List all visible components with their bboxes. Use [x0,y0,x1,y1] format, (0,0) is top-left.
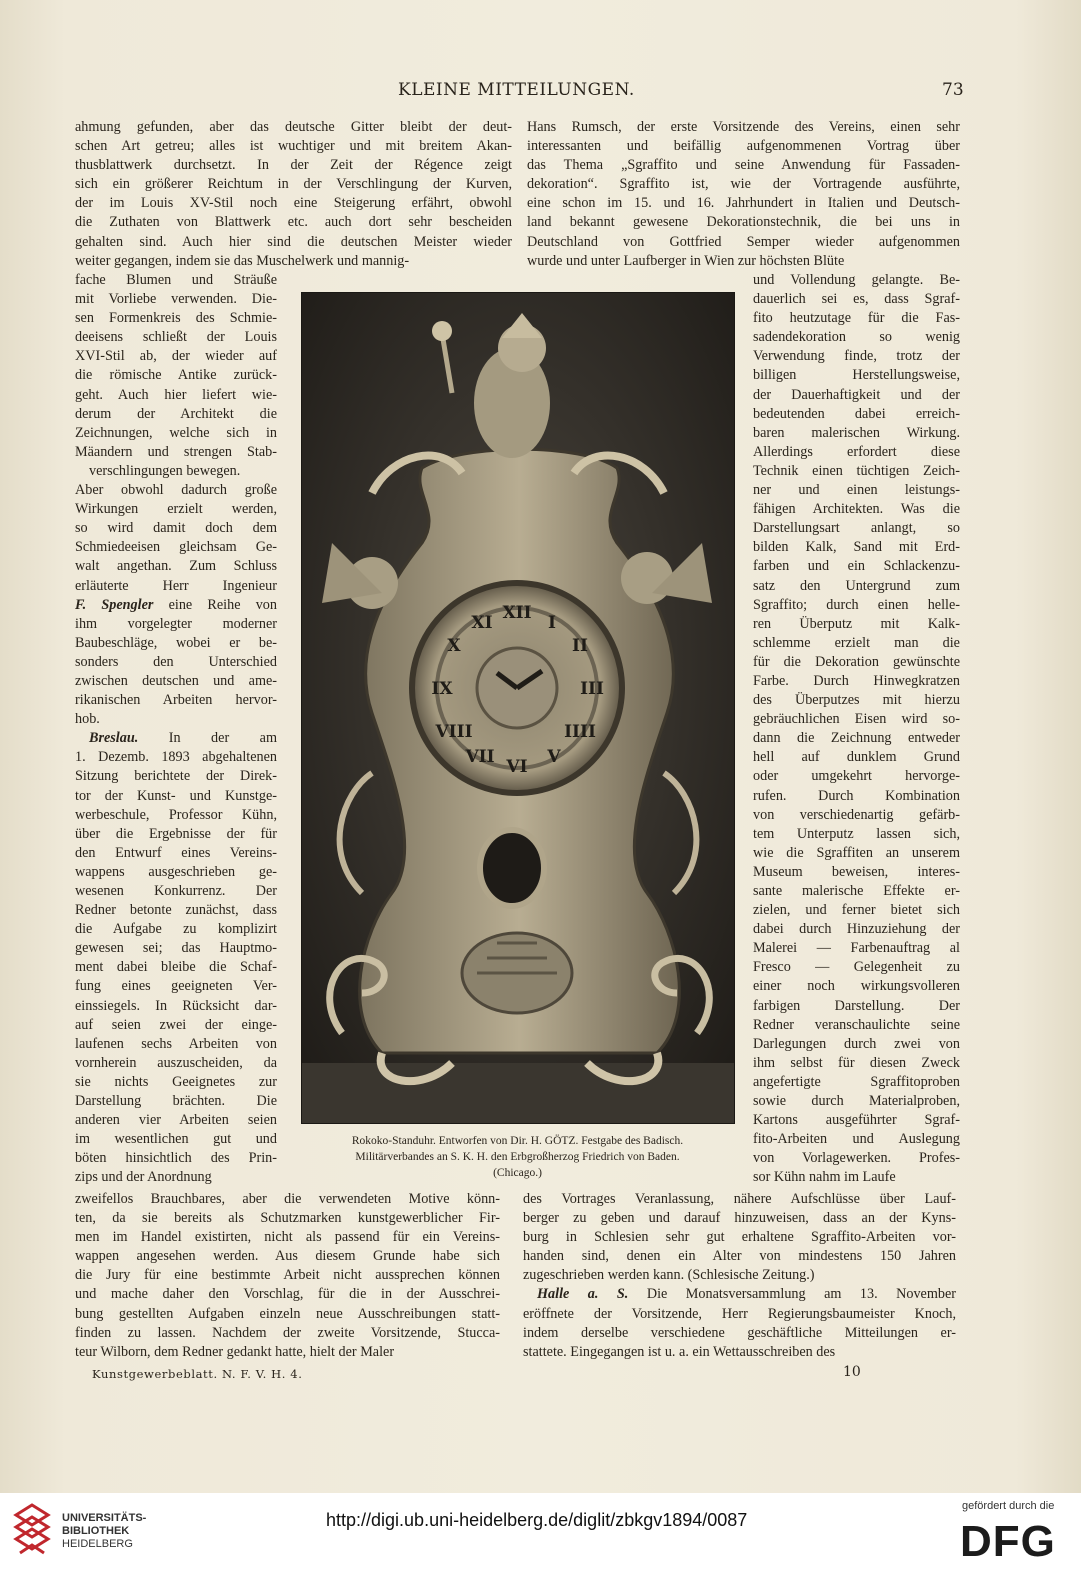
text-line: mit Vorliebe verwenden. Die- [75,291,277,308]
text-line: ahmung gefunden, aber das deutsche Gitter bleibt der deut- [75,119,512,135]
text-line: die Aufgabe zu komplizirt [75,921,277,938]
text-line: Aber obwohl dadurch große [75,482,277,499]
column-top-left [75,118,512,271]
column-left-narrow [75,271,277,1188]
text-line: sor Kühn nahm im Laufe [753,1169,896,1186]
text-line: bilden Kalk, Sand mit Erd- [753,539,960,556]
text-line: hell auf dunklem Grund [753,749,960,766]
text-line: Museum beweisen, interes- [753,863,960,880]
text-line: stattete. Eingegangen ist u. a. ein Wettausschreiben des [523,1343,836,1360]
svg-text:X: X [447,636,461,656]
text-line: zielen, und ferner bietet sich [753,902,960,919]
text-line: fähigen Architekten. Was die [753,501,960,518]
text-line: hob. [75,711,100,728]
funded-by-label: gefördert durch die [962,1500,1055,1512]
text-line: derum der Architekt die [75,405,277,422]
svg-text:XII: XII [502,603,532,623]
page-number: 73 [942,80,964,100]
text-line: Schmiedeeisen gleichsam Ge- [75,539,277,556]
text-line: einssiegels. In Rücksicht dar- [75,997,277,1014]
text-line: Technik einen tüchtigen Zeich- [753,462,960,479]
text-line: rikanischen Arbeiten hervor- [75,692,277,709]
text-line: tem Unterputz lassen sich, [753,825,960,842]
text-line: Darstellung brächten. Die [75,1093,277,1110]
svg-text:V: V [547,747,561,767]
text-line: sonders den Unterschied [75,653,277,670]
journal-signature: Kunstgewerbeblatt. N. F. V. H. 4. [92,1367,303,1381]
text-line: billigen Herstellungsweise, [753,367,960,384]
column-bottom-left [75,1190,500,1362]
text-line: wesenen Konkurrenz. Der [75,883,277,899]
text-line: geht. Auch hier liefert wie- [75,386,277,403]
text-line: und mache daher den Vorschlag, für die in der Ausschrei- [75,1286,500,1303]
text-line: zwischen deutschen und ame- [75,672,277,689]
text-line: gewesen sei; das Hauptmo- [75,940,277,957]
svg-text:IX: IX [431,679,453,699]
text-line: sante malerische Effekte er- [753,883,960,899]
caption-line-1: Rokoko-Standuhr. Entworfen von Dir. H. GÖTZ. Festgabe des Badisch. [351,1135,684,1147]
permalink-url[interactable]: http://digi.ub.uni-heidelberg.de/diglit/zbkgv1894/0087 [326,1510,748,1530]
text-line: schlemme erzielt man die [753,634,960,651]
text-line: eine schon im 15. und 16. Jahrhundert in Italien und Deutsch- [527,195,960,212]
text-line: werbeschule, Professor Kühn, [75,806,277,823]
text-line: so wird damit doch dem [75,520,277,537]
text-line: Sgraffito; durch einen helle- [753,596,960,613]
text-line: vornherein auszuscheiden, da [75,1054,277,1071]
text-line: XVI-Stil ab, der wieder auf [75,348,277,365]
text-line: Darstellungsart anlangt, so [753,520,960,537]
text-line: farben und ein Schlackenzu- [753,558,960,575]
text-line: laufenen sechs Arbeiten von [75,1035,277,1052]
rococo-clock-photograph [301,292,735,1124]
text-line: eröffnete der Vorsitzende, Herr Regierungsbaumeister Knoch, [523,1305,956,1322]
text-line: Kartons ausgeführter Sgraf- [753,1112,960,1129]
text-line: gebräuchlichen Eisen wird so- [753,711,960,728]
text-line: das Thema „Sgraffito und seine Anwendung für Fassaden- [527,157,960,174]
text-line: Darlegungen durch zwei von [753,1035,960,1052]
text-line: bedeutenden dabei erreich- [753,405,960,422]
svg-text:VIII: VIII [435,722,473,742]
text-line: oder umgekehrt hervorge- [753,768,960,785]
text-line: Wirkungen erzielt werden, [75,501,277,518]
text-line: die Jury für eine bestimmte Arbeit nicht aussprechen können [75,1267,500,1284]
text-line: einer noch wirkungsvolleren [753,978,960,995]
text-line: bung gestellten Aufgaben einzeln neue Ausschreibungen statt- [75,1305,500,1322]
text-line: gehalten sind. Auch hier sind die deutschen Meister wieder [75,233,512,250]
svg-text:VI: VI [506,757,528,777]
text-line: Allerdings erfordert diese [753,443,960,460]
text-line: die römische Antike zurück- [75,367,277,384]
text-line: burg in Schlesien sehr gut erhaltene Sgraffito-Arbeiten vor- [523,1229,956,1246]
text-line: zips und der Anordnung [75,1169,212,1186]
svg-text:XI: XI [471,613,493,633]
figure-caption [290,1133,745,1181]
text-line: 1. Dezemb. 1893 abgehaltenen [75,749,277,766]
text-line: der Dauerhaftigkeit und der [753,386,960,403]
ub-heidelberg-logo-icon[interactable] [12,1501,52,1559]
text-line: handen sind, denen ein Alter von mindestens 150 Jahren [523,1248,956,1265]
text-line: Redner veranschaulichte seine [753,1016,960,1033]
text-line: walt angethan. Zum Schluss [75,558,277,575]
text-line: berger zu geben und darauf hinzuweisen, dass an der Kyns- [523,1210,956,1227]
text-line: fache Blumen und Sträuße [75,272,277,288]
library-name-line-2: BIBLIOTHEK [62,1525,130,1537]
text-line: wappen angesehen werden. Aus diesem Grunde habe sich [75,1248,500,1265]
text-line: sen Formenkreis des Schmie- [75,310,277,327]
text-line: Baubeschläge, wobei er be- [75,634,277,651]
text-line: Zeichnungen, welche sich in [75,424,277,441]
text-line: und Vollendung gelangte. Be- [753,272,960,288]
text-line: Hans Rumsch, der erste Vorsitzende des Vereins, einen sehr [527,119,960,135]
svg-text:VII: VII [465,747,495,767]
text-line: auf seien zwei der einge- [75,1016,277,1033]
text-line: rufen. Durch Kombination [753,787,960,804]
text-line: sowie durch Materialproben, [753,1093,960,1110]
text-line: sich ein größerer Reichtum in der Verschlingung der Kurven, [75,176,512,193]
text-line: Verwendung finde, trotz der [753,348,960,365]
text-line: satz den Untergrund zum [753,577,960,594]
svg-text:II: II [572,636,588,656]
library-name-line-1: UNIVERSITÄTS- [62,1512,147,1524]
text-line: der im Louis XV-Stil noch eine Steigerung erfährt, obwohl [75,195,512,212]
column-top-right [527,118,960,271]
caption-line-2: Militärverbandes an S. K. H. den Erbgroßherzog Friedrich von Baden. [355,1151,680,1163]
text-line: Mäandern und strengen Stab- [75,443,277,460]
text-line: F. Spengler eine Reihe von [75,596,277,613]
text-line: Sitzung berichtete der Direk- [75,768,277,785]
svg-text:IIII: IIII [564,722,596,742]
text-line: interessanten und beifällig aufgenommenen Vortrag über [527,138,960,155]
text-line: wurde und unter Laufberger in Wien zur höchsten Blüte [527,252,845,269]
text-line: ten, da sie bereits als Schutzmarken kunstgewerblicher Fir- [75,1210,500,1227]
text-line: Breslau. In der am [89,730,277,747]
text-line: finden zu lassen. Nachdem der zweite Vorsitzende, Stucca- [75,1324,500,1341]
text-line: land bekannt gewesene Dekorationstechnik, die bei uns in [527,214,960,231]
text-line: ner und einen leistungs- [753,482,960,499]
text-line: zugeschrieben werden kann. (Schlesische Zeitung.) [523,1267,815,1284]
library-name[interactable] [62,1512,146,1551]
text-line: Farbe. Durch Hinwegkratzen [753,672,960,689]
text-line: ment dabei bleibe die Schaf- [75,959,277,976]
text-line: dabei durch Hinzuziehung der [753,921,960,938]
text-line: dauerlich sei es, dass Sgraf- [753,291,960,308]
caption-line-3: (Chicago.) [493,1167,542,1179]
text-line: wappens ausgeschrieben ge- [75,863,277,880]
text-line: Halle a. S. Die Monatsversammlung am 13. November [537,1286,956,1303]
svg-text:I: I [548,613,556,633]
text-line: weiter gegangen, indem sie das Muschelwerk und mannig- [75,252,410,269]
text-line: ren Überputz mit Kalk- [753,615,960,632]
text-line: sie nichts Geeignetes zur [75,1073,277,1090]
text-line: fito heutzutage für die Fas- [753,310,960,327]
text-line: des Überputzes mit hierzu [753,692,960,709]
text-line: Malerei — Farbenauftrag al [753,940,960,957]
viewer-footer-bar [0,1493,1081,1573]
text-line: Fresco — Gelegenheit zu [753,959,960,976]
text-line: des Vortrages Veranlassung, nähere Aufschlüsse über Lauf- [523,1191,956,1207]
text-line: wie die Sgraffiten an unserem [753,844,960,861]
svg-text:III: III [580,679,604,699]
text-line: anderen vier Arbeiten seien [75,1112,277,1129]
text-line: böten hinsichtlich des Prin- [75,1150,277,1167]
running-head: KLEINE MITTEILUNGEN. [398,80,635,100]
text-line: über die Ergebnisse der für [75,825,277,842]
text-line: Redner betonte zunächst, dass [75,902,277,919]
text-line: verschlingungen bewegen. [89,462,241,479]
text-line: fung eines geeigneten Ver- [75,978,277,995]
text-line: schen Art getreu; alles ist wuchtiger und mit breitem Akan- [75,138,512,155]
dfg-logo[interactable]: DFG [960,1517,1056,1566]
column-right-narrow [753,271,960,1188]
text-line: von verschiedenartig gefärb- [753,806,960,823]
text-line: den Entwurf eines Vereins- [75,844,277,861]
text-line: Deutschland von Gottfried Semper wieder aufgenommen [527,233,960,250]
text-line: zweifellos Brauchbares, aber die verwendeten Motive könn- [75,1191,500,1207]
text-line: men im Handel existirten, nicht als passend für ein Vereins- [75,1229,500,1246]
text-line: die Zuthaten von Blattwerk etc. auch dort sehr bescheiden [75,214,512,231]
text-line: baren malerischen Wirkung. [753,424,960,441]
text-line: deeisens schließt der Louis [75,329,277,346]
text-line: farbigen Darstellung. Der [753,997,960,1014]
text-line: angefertigte Sgraffitoproben [753,1073,960,1090]
column-bottom-right [523,1190,956,1362]
text-line: sadendekoration so wenig [753,329,960,346]
text-line: tor der Kunst- und Kunstge- [75,787,277,804]
text-line: indem derselbe verschiedene geschäftliche Mitteilungen er- [523,1324,956,1341]
library-name-line-3: HEIDELBERG [62,1538,133,1550]
text-line: von Vorlagewerken. Profes- [753,1150,960,1167]
text-line: im wesentlichen gut und [75,1131,277,1148]
text-line: dekoration“. Sgraffito ist, wie der Vortragende ausführte, [527,176,960,193]
text-line: ihm selbst für diesen Zweck [753,1054,960,1071]
text-line: thusblattwerk durchsetzt. In der Zeit der Régence zeigt [75,157,512,174]
text-line: ihm vorgelegter moderner [75,615,277,632]
text-line: dann die Zeichnung entweder [753,730,960,747]
text-line: erläuterte Herr Ingenieur [75,577,277,594]
text-line: fito-Arbeiten und Auslegung [753,1131,960,1148]
text-line: für die Dekoration gewünschte [753,653,960,670]
text-line: teur Wilborn, dem Redner gedankt hatte, hielt der Maler [75,1343,395,1360]
sheet-number: 10 [843,1364,861,1380]
